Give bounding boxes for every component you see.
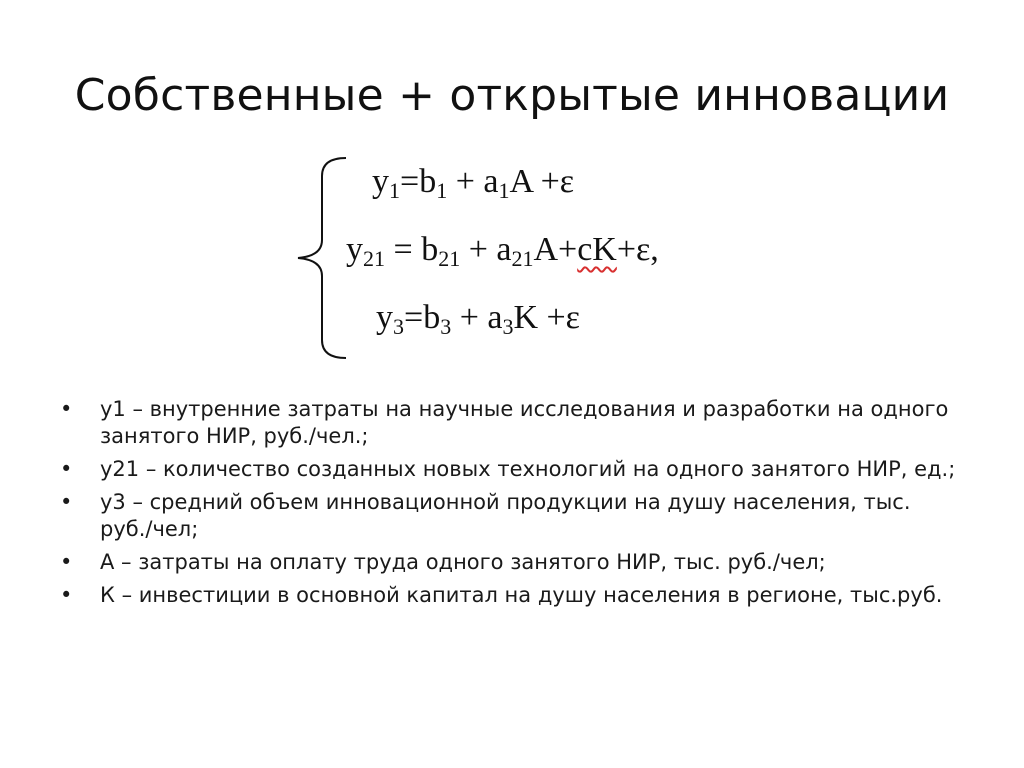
bullet-icon: • <box>60 397 73 421</box>
list-item-text: К – инвестиции в основной капитал на душу населения в регионе, тыс.руб. <box>100 583 943 607</box>
slide-title: Собственные + открытые инновации <box>74 70 950 121</box>
list-item <box>60 456 960 483</box>
list-item <box>60 396 960 450</box>
equation-y21: $y_{21} = b_{21} + a_{21}A+cK+\varepsilon$, <box>346 231 659 271</box>
list-item-text: y3 – средний объем инновационной продукции на душу населения, тыс. руб./чел; <box>100 490 911 541</box>
spellcheck-underline: cK <box>577 231 617 268</box>
list-item <box>60 549 960 576</box>
equation-y1: $y_1=b_1 + a_1A +\varepsilon$ <box>372 163 575 203</box>
list-item-text: y1 – внутренние затраты на научные исследования и разработки на одного занятого НИР, руб./чел.; <box>100 397 949 448</box>
list-item-text: А – затраты на оплату труда одного занятого НИР, тыс. руб./чел; <box>100 550 826 574</box>
equation-y3: $y_3=b_3 + a_3K +\varepsilon$ <box>376 299 580 339</box>
variable-definitions-list <box>60 396 960 615</box>
bullet-icon: • <box>60 490 73 514</box>
list-item-text: y21 – количество созданных новых технологий на одного занятого НИР, ед.; <box>100 457 956 481</box>
equation-system <box>296 156 736 360</box>
bullet-icon: • <box>60 583 73 607</box>
list-item <box>60 582 960 609</box>
bullet-icon: • <box>60 550 73 574</box>
bullet-icon: • <box>60 457 73 481</box>
list-item <box>60 489 960 543</box>
